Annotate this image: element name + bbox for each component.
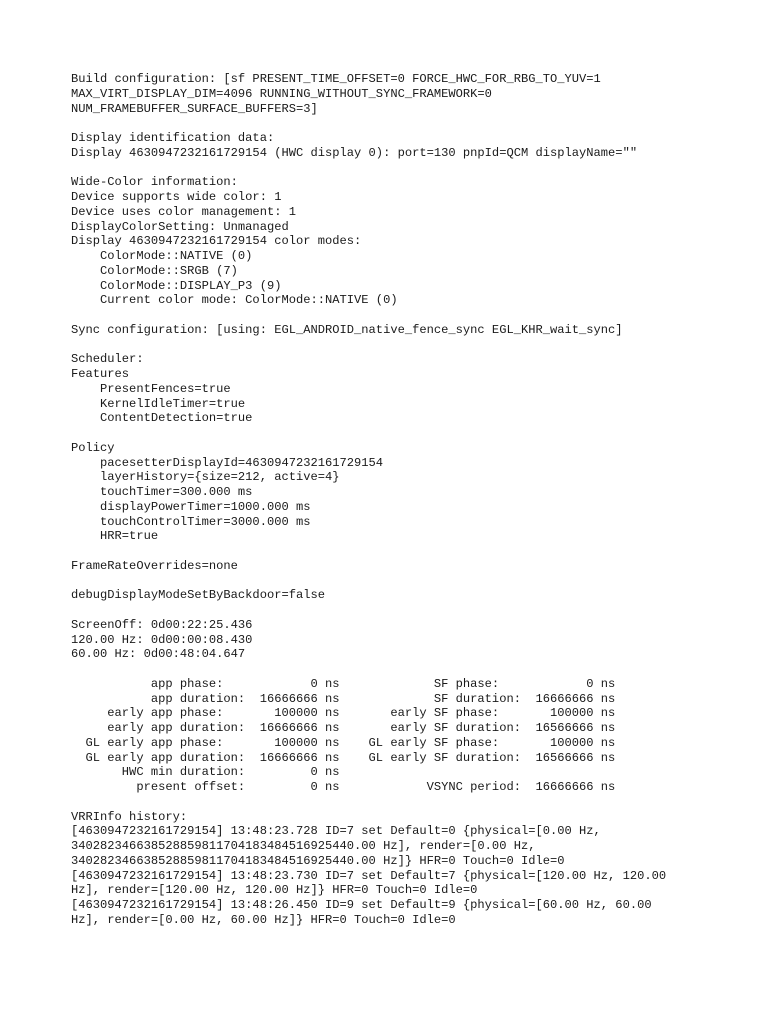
blank-line xyxy=(71,116,666,131)
text-line: present offset: 0 ns VSYNC period: 16666666 ns xyxy=(71,780,616,794)
text-line: ColorMode::NATIVE (0) xyxy=(71,249,253,263)
text-line: PresentFences=true xyxy=(71,381,231,396)
text-line: app duration: 16666666 ns SF duration: 16666666 ns xyxy=(71,691,616,706)
text-line: 60.00 Hz: 0d00:48:04.647 xyxy=(71,647,246,662)
blank-line xyxy=(71,308,666,323)
text-line: 340282346638528859811704183484516925440.00 Hz]} HFR=0 Touch=0 Idle=0 xyxy=(71,853,565,868)
blank-line xyxy=(71,574,666,589)
text-line: ScreenOff: 0d00:22:25.436 xyxy=(71,617,253,632)
text-line: debugDisplayModeSetByBackdoor=false xyxy=(71,588,326,603)
text-line: Features xyxy=(71,367,130,381)
text-line: Sync configuration: [using: EGL_ANDROID_native_fence_sync EGL_KHR_wait_sync] xyxy=(71,322,623,337)
text-line: [4630947232161729154] 13:48:23.728 ID=7 set Default=0 {physical=[0.00 Hz, xyxy=(71,824,601,839)
text-line: early app phase: 100000 ns early SF phase: 100000 ns xyxy=(71,706,616,721)
text-line: 340282346638528859811704183484516925440.00 Hz], render=[0.00 Hz, xyxy=(71,839,536,853)
blank-line xyxy=(71,338,666,353)
text-line: GL early app phase: 100000 ns GL early SF phase: 100000 ns xyxy=(71,735,616,750)
text-line: HWC min duration: 0 ns xyxy=(71,765,340,780)
blank-line xyxy=(71,426,666,441)
text-line: touchControlTimer=3000.000 ms xyxy=(71,514,311,529)
text-line: Device supports wide color: 1 xyxy=(71,190,282,204)
text-line: NUM_FRAMEBUFFER_SURFACE_BUFFERS=3] xyxy=(71,101,318,116)
text-line: pacesetterDisplayId=4630947232161729154 xyxy=(71,455,384,470)
text-line: DisplayColorSetting: Unmanaged xyxy=(71,219,289,234)
text-line: Display identification data: xyxy=(71,131,275,145)
text-line: Hz], render=[0.00 Hz, 60.00 Hz]} HFR=0 Touch=0 Idle=0 xyxy=(71,912,456,927)
dumpsys-output-text xyxy=(71,72,666,928)
text-line: ColorMode::DISPLAY_P3 (9) xyxy=(71,278,282,293)
text-line: VRRInfo history: xyxy=(71,809,188,824)
text-line: Current color mode: ColorMode::NATIVE (0) xyxy=(71,293,398,308)
text-line: ColorMode::SRGB (7) xyxy=(71,263,238,278)
text-line: HRR=true xyxy=(71,529,159,544)
text-line: Wide-Color information: xyxy=(71,175,238,190)
text-line: Device uses color management: 1 xyxy=(71,204,296,219)
text-line: layerHistory={size=212, active=4} xyxy=(71,470,340,485)
text-line: displayPowerTimer=1000.000 ms xyxy=(71,499,311,514)
text-line: early app duration: 16666666 ns early SF duration: 16566666 ns xyxy=(71,721,616,735)
text-line: Hz], render=[120.00 Hz, 120.00 Hz]} HFR=0 Touch=0 Idle=0 xyxy=(71,883,478,898)
text-line: ContentDetection=true xyxy=(71,411,253,426)
blank-line xyxy=(71,544,666,559)
text-line: Build configuration: [sf PRESENT_TIME_OFFSET=0 FORCE_HWC_FOR_RBG_TO_YUV=1 xyxy=(71,72,601,86)
blank-line xyxy=(71,795,666,810)
text-line: touchTimer=300.000 ms xyxy=(71,485,253,499)
text-line: Policy xyxy=(71,440,115,455)
blank-line xyxy=(71,161,666,176)
text-line: 120.00 Hz: 0d00:00:08.430 xyxy=(71,632,253,647)
blank-line xyxy=(71,603,666,618)
text-line: app phase: 0 ns SF phase: 0 ns xyxy=(71,676,616,691)
text-line: Display 4630947232161729154 color modes: xyxy=(71,234,362,249)
text-line: FrameRateOverrides=none xyxy=(71,558,238,573)
text-line: MAX_VIRT_DISPLAY_DIM=4096 RUNNING_WITHOUT_SYNC_FRAMEWORK=0 xyxy=(71,86,492,101)
text-line: [4630947232161729154] 13:48:23.730 ID=7 set Default=7 {physical=[120.00 Hz, 120.00 xyxy=(71,868,667,883)
blank-line xyxy=(71,662,666,677)
text-line: Display 4630947232161729154 (HWC display 0): port=130 pnpId=QCM displayName="" xyxy=(71,145,638,160)
text-line: [4630947232161729154] 13:48:26.450 ID=9 set Default=9 {physical=[60.00 Hz, 60.00 xyxy=(71,898,652,912)
text-line: Scheduler: xyxy=(71,352,144,367)
text-line: GL early app duration: 16666666 ns GL early SF duration: 16566666 ns xyxy=(71,750,616,765)
text-line: KernelIdleTimer=true xyxy=(71,396,246,411)
